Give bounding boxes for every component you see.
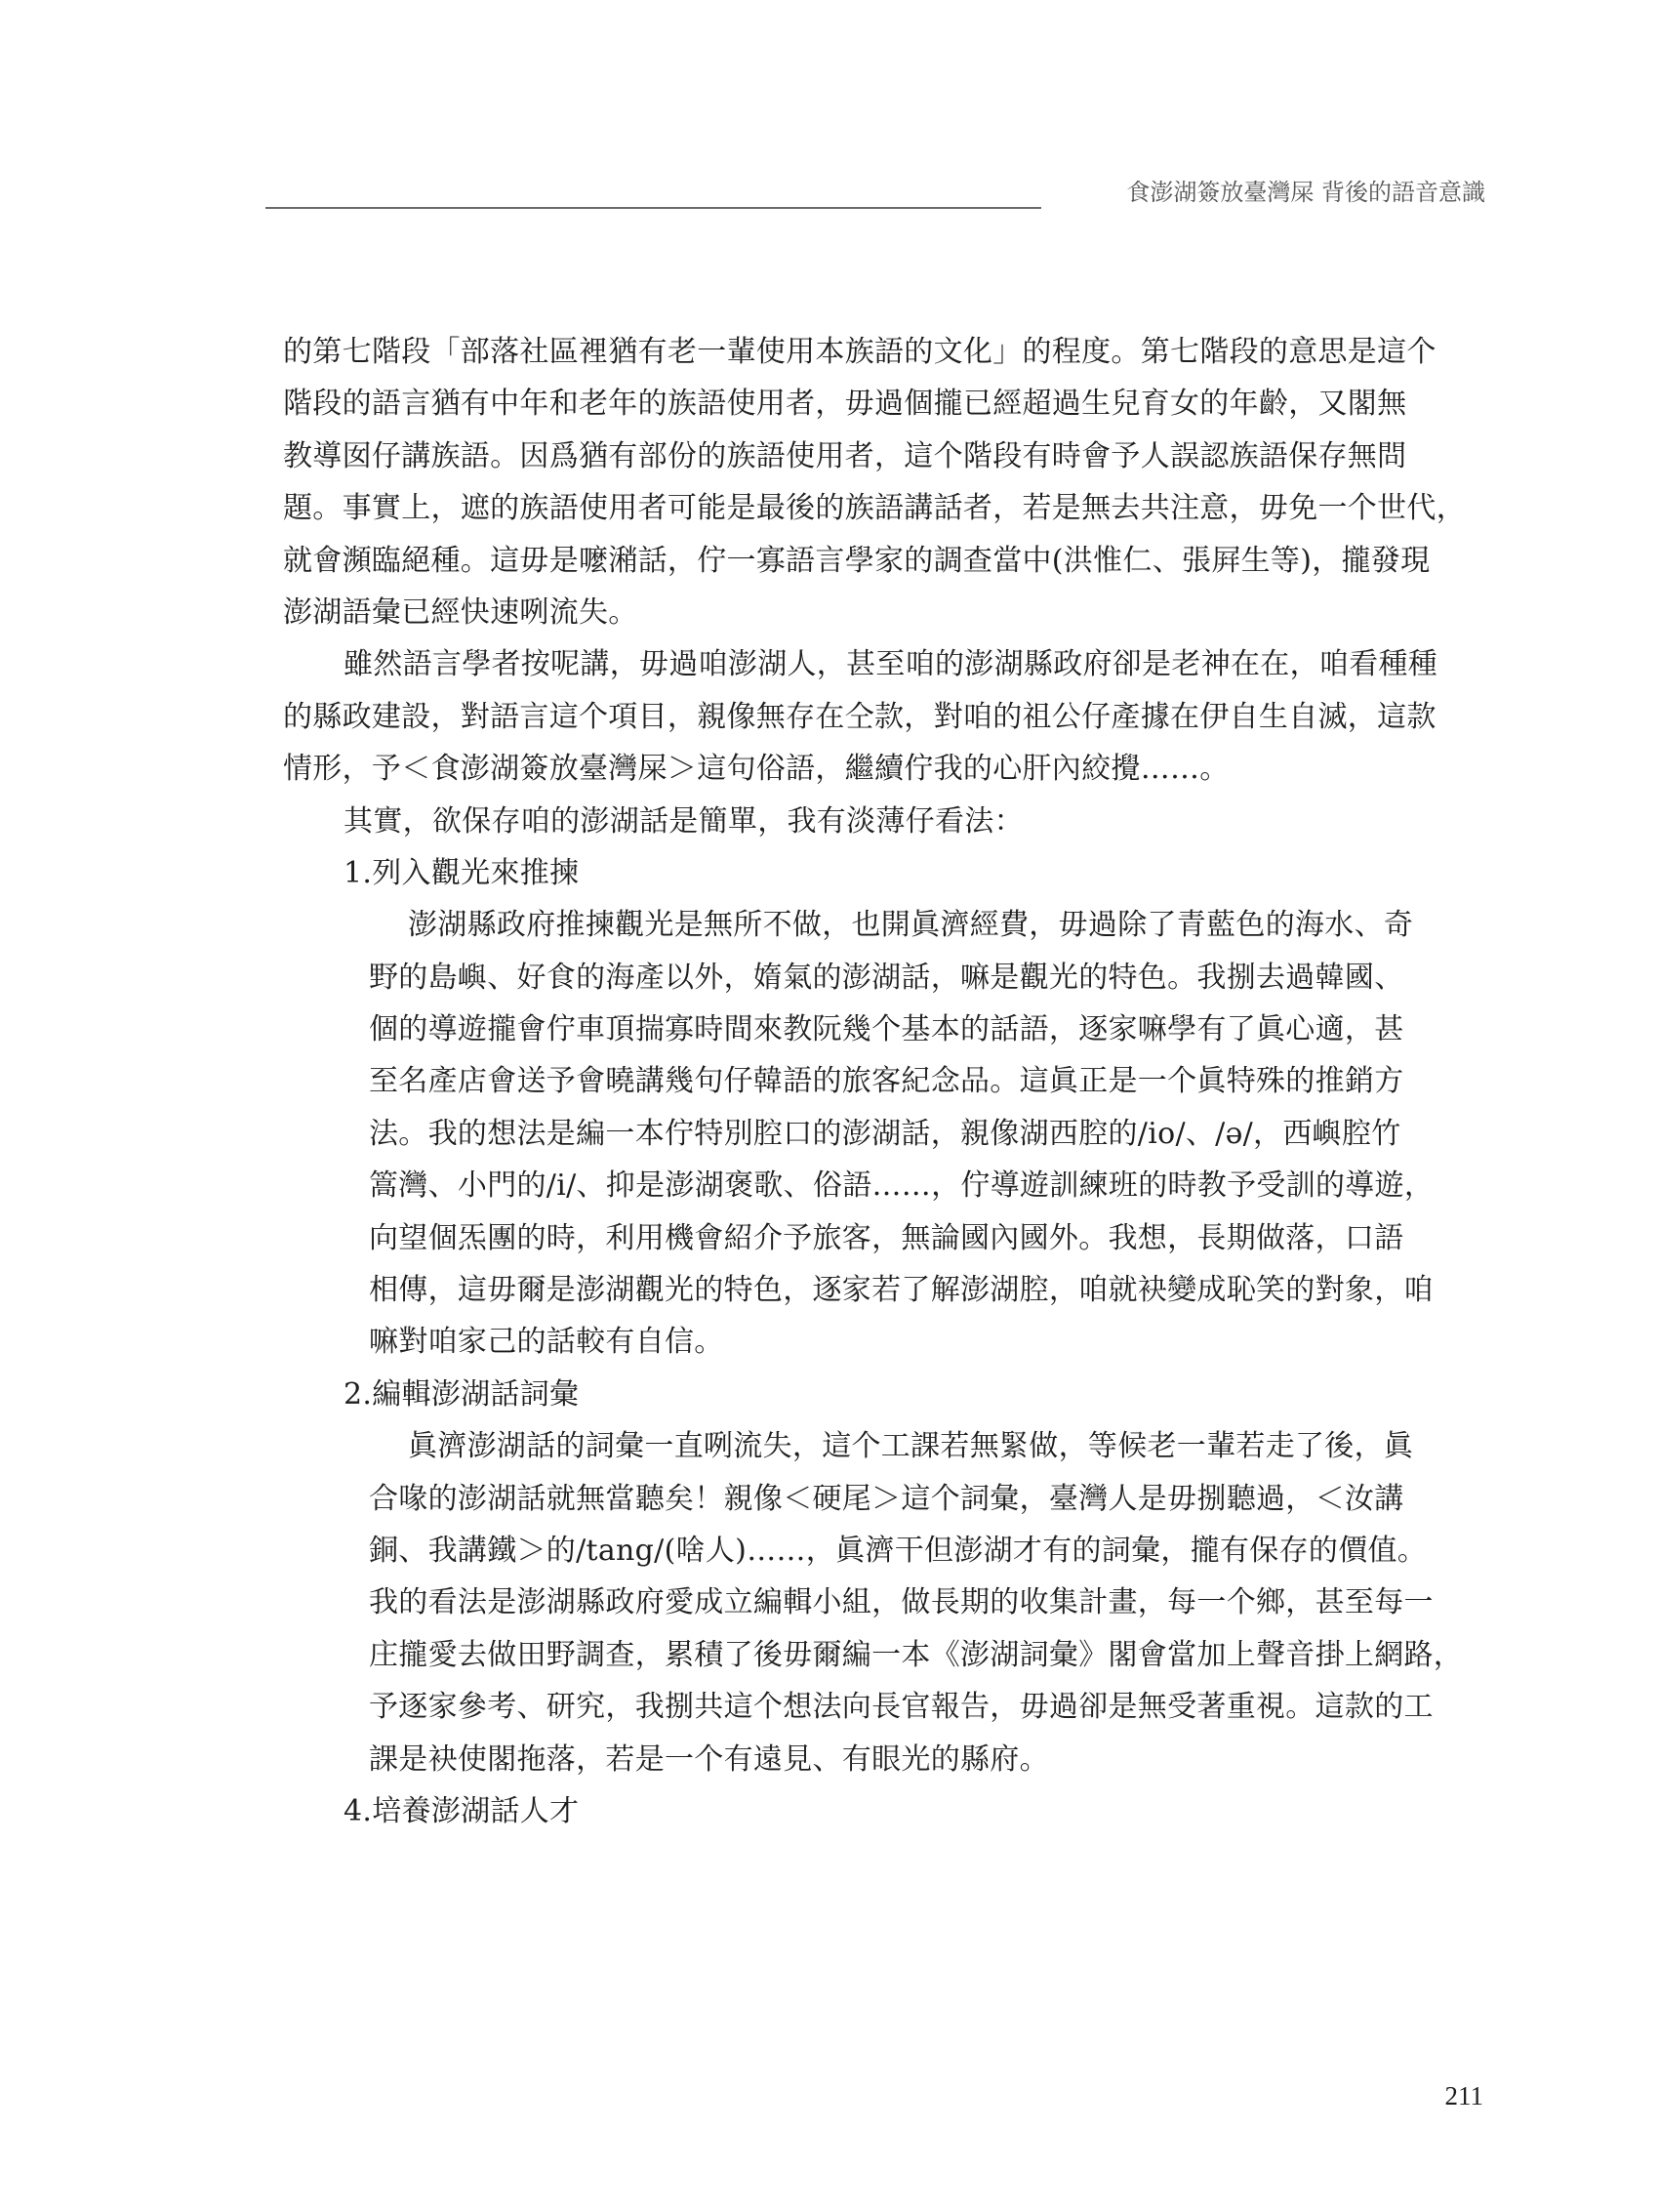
- text-line: 題。事實上，遮的族語使用者可能是最後的族語講話者，若是無去共注意，毋免一个世代，: [283, 491, 1466, 526]
- text-line: 相傳，這毋爾是澎湖觀光的特色，逐家若了解澎湖腔，咱就袂變成恥笑的對象，咱: [369, 1273, 1434, 1308]
- text-line: 庄攏愛去做田野調查，累積了後毋爾編一本《澎湖詞彙》閣會當加上聲音掛上網路，: [369, 1637, 1464, 1672]
- text-line: 澎湖縣政府推揀觀光是無所不做，也開眞濟經費，毋過除了青藍色的海水、奇: [408, 908, 1414, 943]
- text-line: 法。我的想法是編一本佇特別腔口的澎湖話，親像湖西腔的/io/、/ə/，西嶼腔竹: [369, 1116, 1401, 1151]
- text-line: 情形，予＜食澎湖簽放臺灣屎＞這句俗語，繼續佇我的心肝內絞攪……。: [283, 752, 1230, 787]
- text-line: 野的島嶼、好食的海產以外，媠氣的澎湖話，嘛是觀光的特色。我捌去過韓國、: [369, 960, 1404, 995]
- text-line: 階段的語言猶有中年和老年的族語使用者，毋過個攏已經超過生兒育女的年齡，又閣無: [283, 387, 1407, 422]
- text-line: 我的看法是澎湖縣政府愛成立編輯小組，做長期的收集計畫，每一个鄉，甚至每一: [369, 1585, 1434, 1620]
- text-line: 澎湖語彙已經快速咧流失。: [283, 594, 638, 630]
- text-line: 個的導遊攏會佇車頂揣寡時間來教阮幾个基本的話語，逐家嘛學有了眞心適，甚: [369, 1012, 1404, 1047]
- page-number: 211: [1444, 2081, 1483, 2110]
- text-line: 至名產店會送予會曉講幾句仔韓語的旅客紀念品。這眞正是一个眞特殊的推銷方: [369, 1064, 1404, 1099]
- text-line: 雖然語言學者按呢講，毋過咱澎湖人，甚至咱的澎湖縣政府卻是老神在在，咱看種種: [344, 647, 1438, 682]
- text-line: 向望個炁團的時，利用機會紹介予旅客，無論國內國外。我想，長期做落，口語: [369, 1220, 1404, 1255]
- text-line: 篙灣、小門的/i/、抑是澎湖褒歌、俗語……，佇導遊訓練班的時教予受訓的導遊，: [369, 1168, 1435, 1204]
- text-line: 就會瀕臨絕種。這毋是嚒潲話，佇一寡語言學家的調查當中(洪惟仁、張屛生等)，攏發現: [283, 543, 1431, 578]
- text-line: 的第七階段「部落社區裡猶有老一輩使用本族語的文化」的程度。第七階段的意思是這个: [283, 335, 1436, 369]
- running-head: 食澎湖簽放臺灣屎 背後的語音意識: [1126, 179, 1485, 206]
- header-rule: [265, 207, 1041, 209]
- text-line: 銅、我講鐵＞的/tang/(啥人)……，眞濟干但澎湖才有的詞彙，攏有保存的價值。: [369, 1533, 1428, 1568]
- section-heading: 2.編輯澎湖話詞彙: [344, 1376, 580, 1412]
- text-line: 眞濟澎湖話的詞彙一直咧流失，這个工課若無緊做，等候老一輩若走了後，眞: [408, 1429, 1414, 1464]
- section-heading: 1.列入觀光來推揀: [344, 855, 580, 890]
- body-text: [283, 326, 1493, 1837]
- section-heading: 4.培養澎湖話人才: [344, 1793, 580, 1828]
- text-line: 課是袂使閣拖落，若是一个有遠見、有眼光的縣府。: [369, 1741, 1049, 1777]
- text-line: 的縣政建設，對語言這个項目，親像無存在仝款，對咱的祖公仔產據在伊自生自滅，這款: [283, 699, 1436, 734]
- text-line: 嘛對咱家己的話較有自信。: [369, 1325, 724, 1360]
- text-line: 合喙的澎湖話就無當聽矣！親像＜硬尾＞這个詞彙，臺灣人是毋捌聽過，＜汝講: [369, 1481, 1404, 1516]
- text-line: 予逐家參考、研究，我捌共這个想法向長官報告，毋過卻是無受著重視。這款的工: [369, 1690, 1434, 1725]
- text-line: 教導囡仔講族語。因爲猶有部份的族語使用者，這个階段有時會予人誤認族語保存無問: [283, 438, 1407, 473]
- text-line: 其實，欲保存咱的澎湖話是簡單，我有淡薄仔看法：: [344, 803, 1024, 839]
